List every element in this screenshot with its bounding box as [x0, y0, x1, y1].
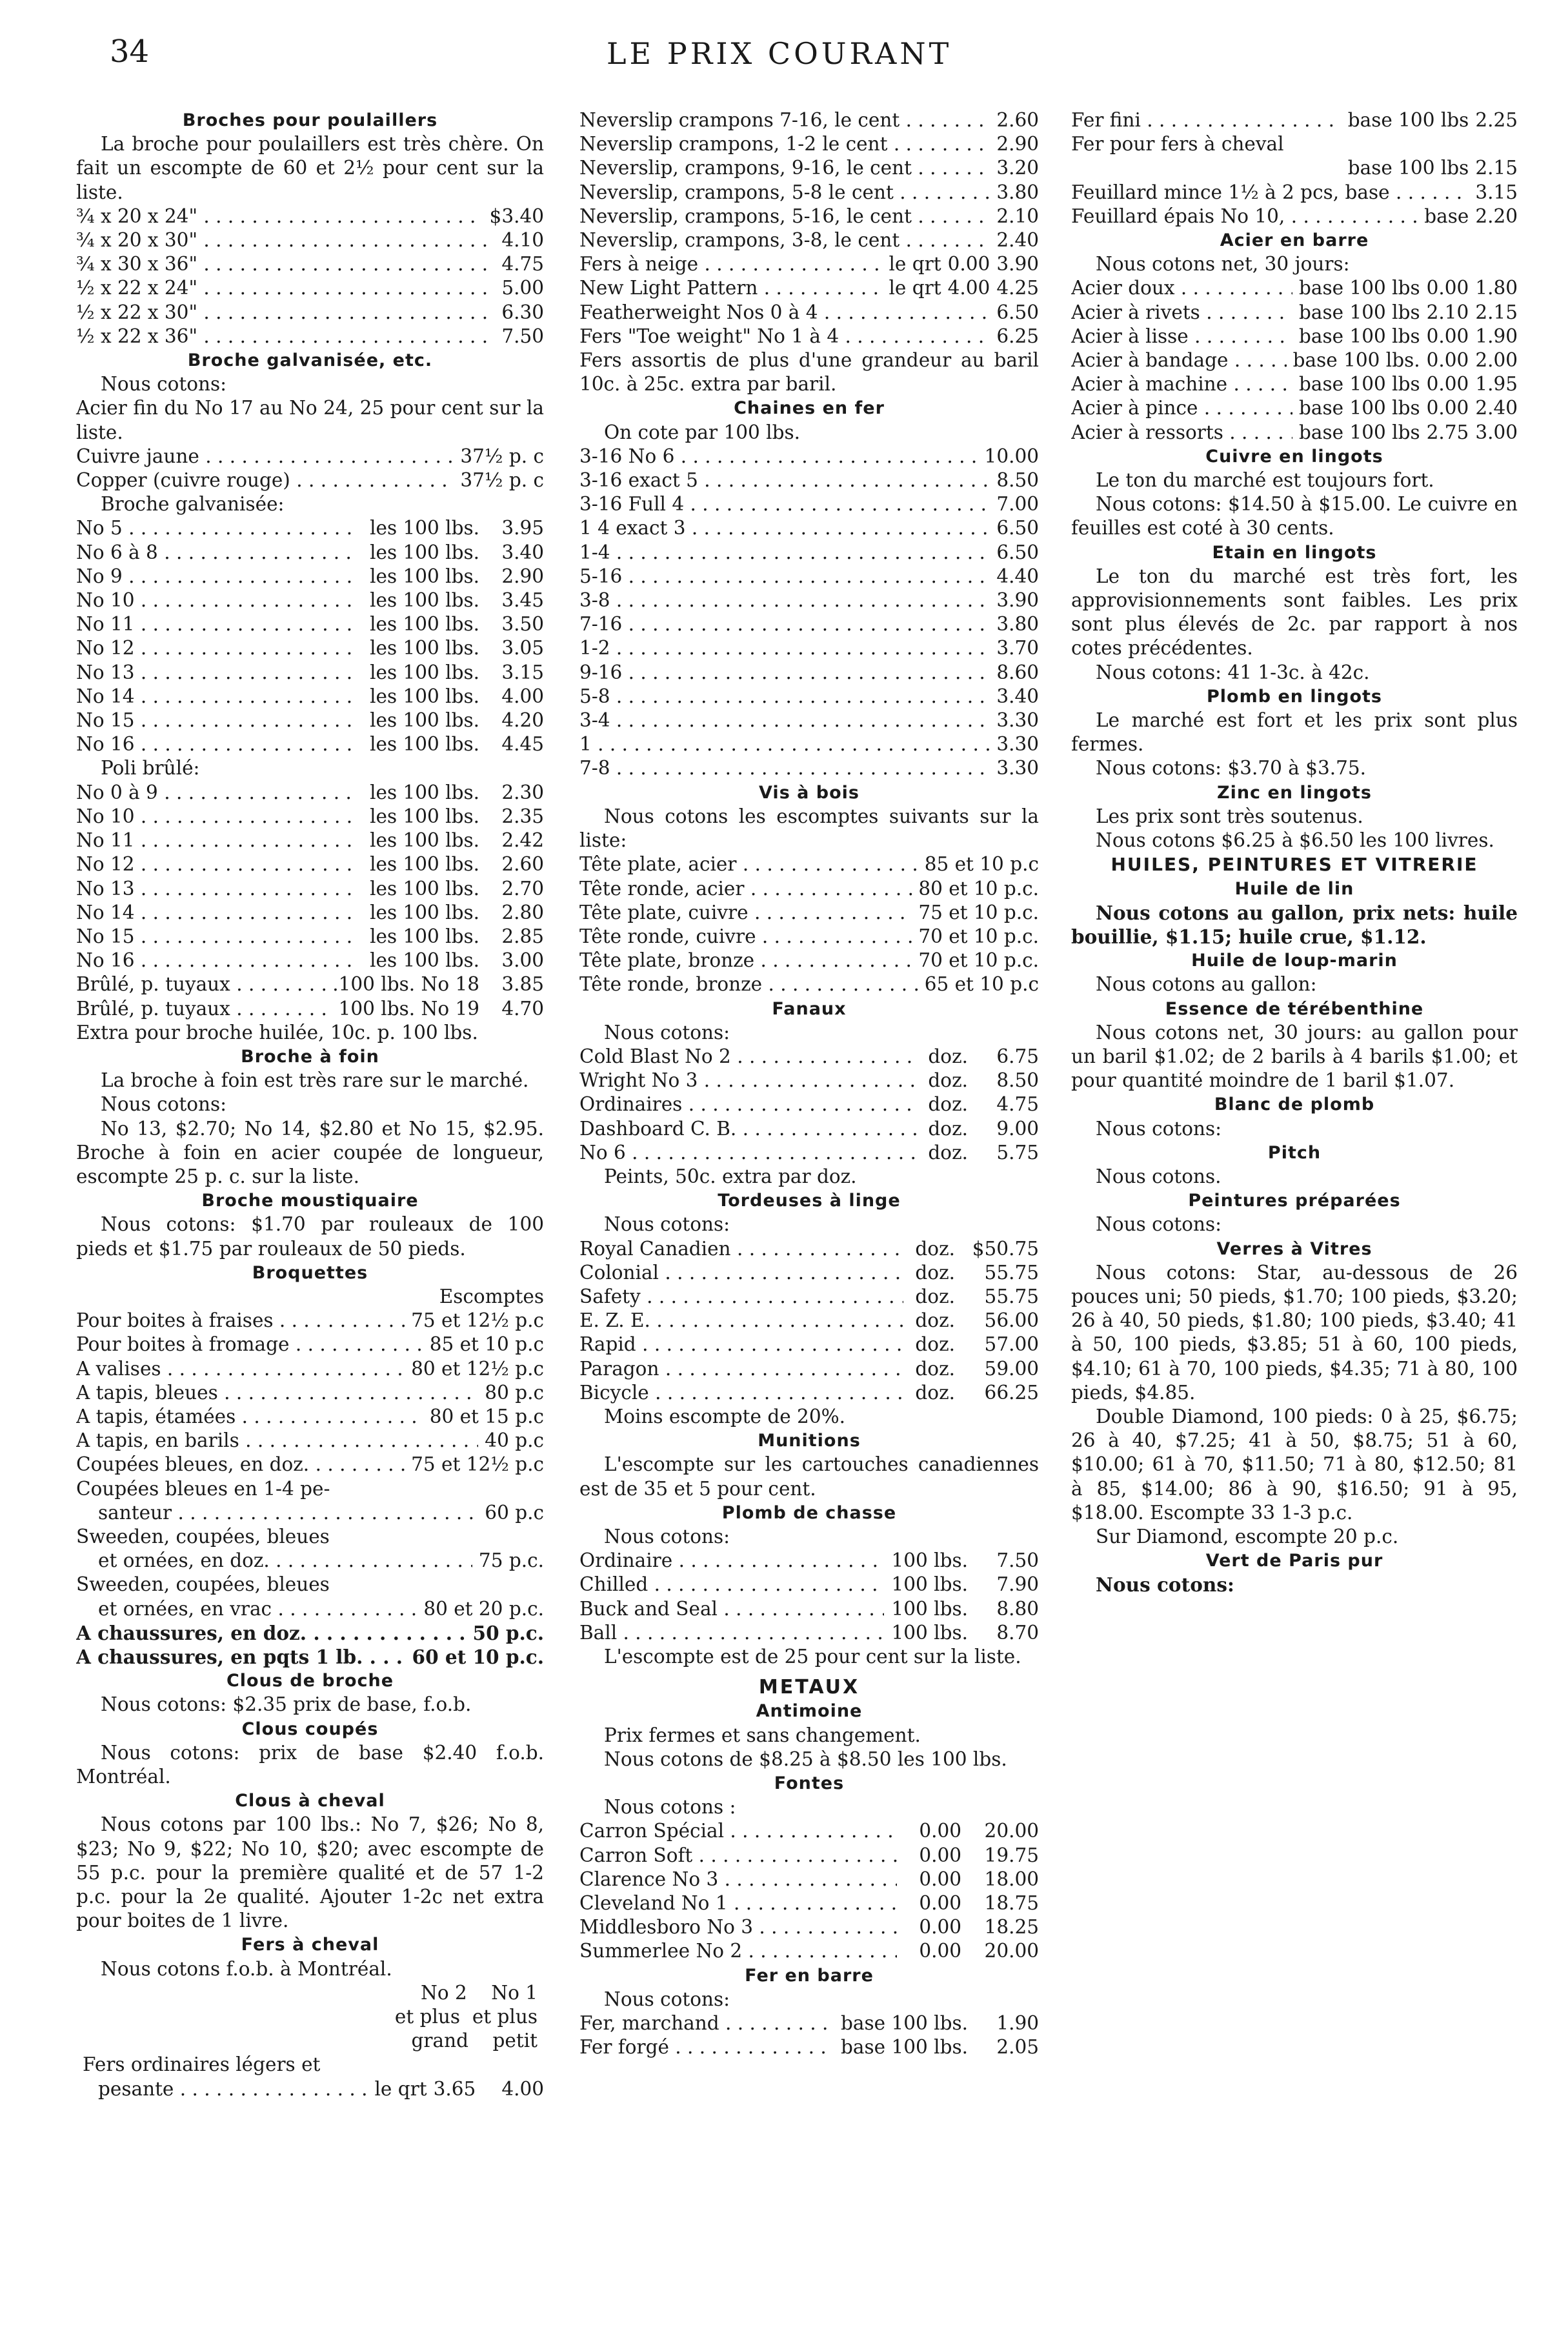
price-list — [579, 108, 1039, 252]
paragraph: Nous cotons: $3.70 à $3.75. — [1096, 757, 1367, 780]
paragraph: Le ton du marché est très fort, les approvisionnements sont faibles. Les prix sont plus élevés de 2c. par rapport à nos cotes précédentes. — [1071, 565, 1518, 660]
table-row: Acier à pince . . . base 100 lbs 0.00 2.40 — [1071, 396, 1518, 420]
price-list — [76, 205, 544, 348]
table-row: Coupées bleues, en doz. . . . 75 et 12½ p.c — [76, 1453, 544, 1477]
paragraph: Nous cotons. — [1096, 1165, 1221, 1187]
section-heading: Pitch — [1267, 1142, 1322, 1163]
table-row: ¾ x 30 x 36" . . . 4.75 — [76, 252, 544, 276]
table-row: Bicycle . . . doz. 66.25 — [579, 1381, 1039, 1405]
table-row: 7-16 . . . 3.80 — [579, 612, 1039, 636]
price-list — [76, 1621, 544, 1669]
section-title: HUILES, PEINTURES ET VITRERIE — [1111, 854, 1478, 876]
table-row: Neverslip crampons, 1-2 le cent . . . 2.90 — [579, 132, 1039, 156]
table-row: Acier doux . . . base 100 lbs 0.00 1.80 — [1071, 276, 1518, 300]
section-heading: Tordeuses à linge — [718, 1191, 901, 1211]
paragraph: Nous cotons par 100 lbs.: No 7, $26; No 8, $23; No 9, $22; No 10, $20; avec escompte de 55 p.c. pour la première qualité et de 57 1-2 p.c. pour la 2e qualité. Ajouter 1-2c net extra pour boites de 1 livre. — [76, 1813, 544, 1932]
table-row: No 11 . . . les 100 lbs. 2.42 — [76, 829, 544, 852]
section-heading: Vert de Paris pur — [1205, 1551, 1383, 1571]
table-row: Acier à lisse . . . base 100 lbs 0.00 1.90 — [1071, 325, 1518, 348]
table-row: Fer, marchand . . . base 100 lbs. 1.90 — [579, 2011, 1039, 2035]
table-row: base 100 lbs 2.15 — [1347, 157, 1518, 179]
table-row: Summerlee No 2 . . . 0.00 20.00 — [579, 1939, 1039, 1963]
paragraph: Nous cotons: $2.35 prix de base, f.o.b. — [101, 1693, 472, 1716]
table-row: Tête ronde, cuivre . . . 70 et 10 p.c. — [579, 925, 1039, 949]
table-row: Featherweight Nos 0 à 4 . . . 6.50 — [579, 301, 1039, 325]
table-row: A chaussures, en doz. . . . 50 p.c. — [76, 1621, 544, 1645]
table-row: Clarence No 3 . . . 0.00 18.00 — [579, 1868, 1039, 1891]
table-row: 3-8 . . . 3.90 — [579, 589, 1039, 612]
paragraph: Nous cotons $6.25 à $6.50 les 100 livres. — [1096, 829, 1494, 852]
section-heading: Clous de broche — [226, 1671, 394, 1691]
table-row: Ordinaire . . . 100 lbs. 7.50 — [579, 1549, 1039, 1573]
section-heading: Broches pour poulaillers — [182, 110, 438, 130]
paragraph: Nous cotons: — [1096, 1213, 1222, 1236]
paragraph: L'escompte est de 25 pour cent sur la liste. — [604, 1646, 1021, 1668]
table-row: Acier à ressorts . . . base 100 lbs 2.75 3.00 — [1071, 421, 1518, 445]
paragraph: Extra pour broche huilée, 10c. p. 100 lbs. — [76, 1021, 478, 1044]
table-row: Colonial . . . doz. 55.75 — [579, 1261, 1039, 1285]
table-row: New Light Pattern . . . le qrt 4.00 4.25 — [579, 276, 1039, 300]
table-row: No 12 . . . les 100 lbs. 3.05 — [76, 636, 544, 660]
paragraph: Nous cotons f.o.b. à Montréal. — [101, 1957, 392, 1980]
paragraph: Le ton du marché est toujours fort. — [1096, 469, 1434, 492]
table-row: No 12 . . . les 100 lbs. 2.60 — [76, 852, 544, 876]
list-item: Fer pour fers à cheval — [1071, 133, 1284, 156]
table-row: E. Z. E. . . . doz. 56.00 — [579, 1309, 1039, 1333]
subheading: Broche galvanisée: — [101, 493, 285, 516]
price-list — [579, 852, 1039, 996]
table-row: 1 . . . 3.30 — [579, 732, 1039, 756]
table-row: Acier à machine . . . base 100 lbs 0.00 1.95 — [1071, 372, 1518, 396]
table-row: Tête ronde, bronze . . . 65 et 10 p.c — [579, 973, 1039, 996]
journal-title: LE PRIX COURANT — [607, 36, 952, 71]
paragraph: Prix fermes et sans changement. — [604, 1724, 921, 1746]
paragraph: Nous cotons: — [1096, 1117, 1222, 1140]
paragraph: No 13, $2.70; No 14, $2.80 et No 15, $2.95. Broche à foin en acier coupée de longueur, escompte 25 p. c. sur la liste. — [76, 1117, 544, 1187]
table-row: No 6 à 8 . . . les 100 lbs. 3.40 — [76, 541, 544, 565]
table-row: Carron Spécial . . . 0.00 20.00 — [579, 1819, 1039, 1843]
section-heading: Essence de térébenthine — [1165, 998, 1424, 1019]
price-list — [1071, 108, 1518, 228]
table-row: 3-16 exact 5 . . . 8.50 — [579, 469, 1039, 492]
table-row: ¾ x 20 x 30" . . . 4.10 — [76, 228, 544, 252]
paragraph: Nous cotons au gallon, prix nets: huile bouillie, $1.15; huile crue, $1.12. — [1071, 901, 1518, 948]
section-heading: Peintures préparées — [1188, 1191, 1401, 1211]
paragraph: Double Diamond, 100 pieds: 0 à 25, $6.75; 26 à 40, $7.25; 41 à 50, $8.75; 51 à 60, $10.00; 61 à 70, $11.50; 71 à 80, $12.50; 81 à 85, $14.00; 86 à 90, $16.50; 91 à 95, $18.00. Escompte 33 1-3 p.c. — [1071, 1405, 1518, 1524]
table-row: Tête plate, cuivre . . . 75 et 10 p.c. — [579, 901, 1039, 925]
paragraph: Nous cotons: Star, au-dessous de 26 pouces uni; 50 pieds, $1.70; 100 pieds, $3.20; 26 à 40, 50 pieds, $1.80; 100 pieds, $3.40; 41 à 50, 100 pieds, $3.85; 51 à 60, 100 pieds, $4.10; 61 à 70, 100 pieds, $4.35; 71 à 80, 100 pieds, $4.85. — [1071, 1261, 1518, 1404]
paragraph: Nous cotons: $1.70 par rouleaux de 100 pieds et $1.75 par rouleaux de 50 pieds. — [76, 1213, 544, 1260]
table-row: ½ x 22 x 24" . . . 5.00 — [76, 276, 544, 300]
table-row: No 6 . . . doz. 5.75 — [579, 1141, 1039, 1165]
list-item: Sweeden, coupées, bleues et ornées, en vrac . . . 80 et 20 p.c. — [76, 1573, 544, 1620]
section-heading: Clous coupés — [241, 1719, 379, 1739]
table-row: 7-8 . . . 3.30 — [579, 756, 1039, 780]
table-row: Dashboard C. B. . . . doz. 9.00 — [579, 1117, 1039, 1141]
paragraph: Nous cotons les escomptes suivants sur la liste: — [579, 805, 1039, 852]
table-row: Neverslip, crampons, 9-16, le cent . . . 3.20 — [579, 156, 1039, 180]
price-list — [579, 445, 1039, 781]
price-list — [76, 516, 544, 756]
table-row: Tête ronde, acier . . . 80 et 10 p.c. — [579, 877, 1039, 901]
table-row: No 0 à 9 . . . les 100 lbs. 2.30 — [76, 781, 544, 805]
table-row: Cold Blast No 2 . . . doz. 6.75 — [579, 1045, 1039, 1069]
table-row: No 9 . . . les 100 lbs. 2.90 — [76, 565, 544, 589]
section-heading: Cuivre en lingots — [1205, 446, 1383, 467]
table-row: Fers "Toe weight" No 1 à 4 . . . 6.25 — [579, 325, 1039, 348]
paragraph: Nous cotons: — [604, 1988, 730, 2010]
table-row: No 13 . . . les 100 lbs. 3.15 — [76, 661, 544, 685]
table-row: A valises . . . 80 et 12½ p.c — [76, 1357, 544, 1381]
table-row: No 14 . . . les 100 lbs. 2.80 — [76, 901, 544, 925]
table-row: Acier à bandage . . . base 100 lbs. 0.00 2.00 — [1071, 348, 1518, 372]
section-heading: Acier en barre — [1220, 230, 1369, 251]
section-heading: Fontes — [774, 1773, 845, 1794]
subheading: Poli brûlé: — [101, 757, 200, 780]
paragraph: Nous cotons: — [101, 1093, 227, 1116]
section-title: METAUX — [758, 1676, 860, 1699]
table-row: ¾ x 20 x 24" . . . $3.40 — [76, 205, 544, 228]
paragraph: La broche pour poulaillers est très chère. On fait un escompte de 60 et 2½ pour cent sur la liste. — [76, 133, 544, 203]
section-heading: Plomb de chasse — [721, 1502, 897, 1523]
table-row: No 15 . . . les 100 lbs. 2.85 — [76, 925, 544, 949]
paragraph: Nous cotons: $14.50 à $15.00. Le cuivre en feuilles est coté à 30 cents. — [1071, 493, 1518, 539]
table-row: A tapis, étamées . . . 80 et 15 p.c — [76, 1405, 544, 1429]
table-row: Fer forgé . . . base 100 lbs. 2.05 — [579, 2035, 1039, 2059]
price-list — [76, 781, 544, 973]
table-row: No 16 . . . les 100 lbs. 3.00 — [76, 949, 544, 973]
table-row: Middlesboro No 3 . . . 0.00 18.25 — [579, 1915, 1039, 1939]
section-heading: Broquettes — [252, 1262, 368, 1283]
price-list — [76, 445, 544, 492]
price-list — [579, 2011, 1039, 2059]
table-row: Brûlé, p. tuyaux . . . .100 lbs. No 18 3.85 — [76, 973, 544, 996]
section-heading: Fanaux — [772, 998, 847, 1019]
table-row: A tapis, bleues . . . 80 p.c — [76, 1381, 544, 1405]
table-row: No 5 . . . les 100 lbs. 3.95 — [76, 516, 544, 540]
section-heading: Broche à foin — [241, 1046, 379, 1067]
paragraph: La broche à foin est très rare sur le marché. — [101, 1069, 529, 1092]
paragraph: Nous cotons: — [1096, 1573, 1234, 1597]
table-row: 5-16 . . . 4.40 — [579, 565, 1039, 589]
paragraph: On cote par 100 lbs. — [604, 421, 801, 443]
table-row: Paragon . . . doz. 59.00 — [579, 1357, 1039, 1381]
paragraph: Sur Diamond, escompte 20 p.c. — [1096, 1525, 1399, 1548]
section-heading: Huile de lin — [1234, 878, 1354, 899]
price-list — [579, 1819, 1039, 1963]
section-heading: Broche galvanisée, etc. — [187, 350, 433, 371]
table-row: 1-2 . . . 3.70 — [579, 636, 1039, 660]
price-list — [579, 1237, 1039, 1405]
table-row: Cleveland No 1 . . . 0.00 18.75 — [579, 1891, 1039, 1915]
price-list — [579, 1549, 1039, 1645]
table-row: Pour boites à fraises . . . 75 et 12½ p.c — [76, 1309, 544, 1333]
paragraph: Nous cotons: — [604, 1213, 730, 1236]
table-row: A chaussures, en pqts 1 lb. . . . 60 et 10 p.c. — [76, 1645, 544, 1669]
table-row: Neverslip crampons 7-16, le cent . . . 2.60 — [579, 108, 1039, 132]
table-row: Brûlé, p. tuyaux . . . 100 lbs. No 19 4.70 — [76, 997, 544, 1021]
paragraph: Fers assortis de plus d'une grandeur au baril 10c. à 25c. extra par baril. — [579, 349, 1039, 396]
price-list — [1071, 276, 1518, 444]
table-row: No 13 . . . les 100 lbs. 2.70 — [76, 877, 544, 901]
table-row: Safety . . . doz. 55.75 — [579, 1285, 1039, 1309]
paragraph: Nous cotons: — [101, 373, 227, 396]
table-row: Buck and Seal . . . 100 lbs. 8.80 — [579, 1597, 1039, 1621]
table-row: Carron Soft . . . 0.00 19.75 — [579, 1844, 1039, 1868]
column-2 — [579, 108, 1039, 2059]
table-row: Wright No 3 . . . doz. 8.50 — [579, 1069, 1039, 1093]
section-heading: Vis à bois — [759, 782, 859, 803]
table-row: 3-16 No 6 . . . 10.00 — [579, 445, 1039, 469]
paragraph: Le marché est fort et les prix sont plus fermes. — [1071, 709, 1518, 756]
section-heading: Antimoine — [756, 1701, 863, 1722]
table-row: Neverslip, crampons, 5-8 le cent . . . 3.80 — [579, 181, 1039, 205]
table-row: ½ x 22 x 30" . . . 6.30 — [76, 301, 544, 325]
paragraph: Nous cotons : — [604, 1796, 736, 1819]
table-row: Fers à neige . . . le qrt 0.00 3.90 — [579, 252, 1039, 276]
paragraph: Nous cotons net, 30 jours: au gallon pour un baril $1.02; de 2 barils à 4 barils $1.00; et pour quantité moindre de 1 baril $1.07. — [1071, 1021, 1518, 1092]
paragraph: Moins escompte de 20%. — [604, 1405, 846, 1427]
table-row: 5-8 . . . 3.40 — [579, 685, 1039, 709]
table-row: Feuillard mince 1½ à 2 pcs, base . . . 3.15 — [1071, 181, 1518, 205]
table-row: Ordinaires . . . doz. 4.75 — [579, 1093, 1039, 1116]
table-row: Tête plate, acier . . . 85 et 10 p.c — [579, 852, 1039, 876]
table-row: 3-4 . . . 3.30 — [579, 709, 1039, 732]
table-row: A tapis, en barils . . . 40 p.c — [76, 1429, 544, 1453]
table-row: Chilled . . . 100 lbs. 7.90 — [579, 1573, 1039, 1597]
paragraph: Nous cotons: prix de base $2.40 f.o.b. Montréal. — [76, 1741, 544, 1788]
column-label: Escomptes — [439, 1285, 544, 1307]
list-item: Sweeden, coupées, bleues et ornées, en doz. . . . 75 p.c. — [76, 1525, 544, 1573]
paragraph: Nous cotons net, 30 jours: — [1096, 253, 1350, 276]
section-heading: Chaines en fer — [734, 398, 885, 419]
paragraph: L'escompte sur les cartouches canadiennes est de 35 et 5 pour cent. — [579, 1453, 1039, 1500]
table-row: No 10 . . . les 100 lbs. 2.35 — [76, 805, 544, 829]
paragraph: Nous cotons: — [604, 1021, 730, 1044]
price-list — [76, 973, 544, 1020]
paragraph: Les prix sont très soutenus. — [1096, 805, 1363, 827]
table-row: Pour boites à fromage . . . 85 et 10 p.c — [76, 1333, 544, 1356]
table-row: 3-16 Full 4 . . . 7.00 — [579, 492, 1039, 516]
table-row: Rapid . . . doz. 57.00 — [579, 1333, 1039, 1356]
column-headers: No 2 No 1 et plus et plus grand petit — [394, 1981, 538, 2052]
section-heading: Blanc de plomb — [1214, 1094, 1375, 1115]
table-row: No 16 . . . les 100 lbs. 4.45 — [76, 732, 544, 756]
list-item: Coupées bleues en 1-4 pe- santeur . . . 60 p.c — [76, 1477, 544, 1525]
column-1 — [76, 108, 544, 2101]
paragraph: Peints, 50c. extra par doz. — [604, 1165, 857, 1187]
list-item: Fers ordinaires légers et pesante . . . le qrt 3.65 4.00 — [76, 2053, 544, 2101]
table-row: No 10 . . . les 100 lbs. 3.45 — [76, 589, 544, 612]
page-number: 34 — [110, 34, 150, 70]
paragraph: Nous cotons de $8.25 à $8.50 les 100 lbs. — [604, 1748, 1007, 1770]
table-row: Ball . . . 100 lbs. 8.70 — [579, 1621, 1039, 1645]
section-heading: Fers à cheval — [241, 1935, 379, 1955]
price-list — [579, 1045, 1039, 1165]
price-list — [76, 1309, 544, 1477]
paragraph: Nous cotons au gallon: — [1096, 973, 1317, 996]
section-heading: Plomb en lingots — [1207, 686, 1382, 707]
table-row: Fer fini . . . base 100 lbs 2.25 — [1071, 108, 1518, 132]
paragraph: Acier fin du No 17 au No 24, 25 pour cent sur la liste. — [76, 397, 544, 443]
table-row: Royal Canadien . . . doz. $50.75 — [579, 1237, 1039, 1261]
section-heading: Clous à cheval — [235, 1791, 385, 1811]
section-heading: Zinc en lingots — [1217, 782, 1372, 803]
section-heading: Broche moustiquaire — [201, 1191, 419, 1211]
paragraph: Nous cotons: — [604, 1525, 730, 1548]
table-row: Feuillard épais No 10, . . . base 2.20 — [1071, 205, 1518, 228]
table-row: No 14 . . . les 100 lbs. 4.00 — [76, 685, 544, 709]
table-row: 1-4 . . . 6.50 — [579, 541, 1039, 565]
paragraph: Nous cotons: 41 1-3c. à 42c. — [1096, 661, 1370, 683]
section-heading: Etain en lingots — [1212, 542, 1377, 563]
table-row: 1 4 exact 3 . . . 6.50 — [579, 516, 1039, 540]
table-row: Copper (cuivre rouge) . . . 37½ p. c — [76, 469, 544, 492]
table-row: Acier à rivets . . . base 100 lbs 2.10 2.15 — [1071, 301, 1518, 325]
table-row: ½ x 22 x 36" . . . 7.50 — [76, 325, 544, 348]
section-heading: Huile de loup-marin — [1191, 951, 1398, 971]
section-heading: Munitions — [758, 1431, 861, 1451]
column-3 — [1071, 108, 1518, 1597]
table-row: Tête plate, bronze . . . 70 et 10 p.c. — [579, 949, 1039, 973]
table-row: 9-16 . . . 8.60 — [579, 661, 1039, 685]
table-row: No 11 . . . les 100 lbs. 3.50 — [76, 612, 544, 636]
section-heading: Fer en barre — [745, 1965, 874, 1986]
table-row: Cuivre jaune . . . 37½ p. c — [76, 445, 544, 469]
table-row: Neverslip, crampons, 3-8, le cent . . . 2.40 — [579, 228, 1039, 252]
section-heading: Verres à Vitres — [1216, 1238, 1372, 1259]
table-row: No 15 . . . les 100 lbs. 4.20 — [76, 709, 544, 732]
table-row: Neverslip, crampons, 5-16, le cent . . . 2.10 — [579, 205, 1039, 228]
price-list — [579, 252, 1039, 348]
